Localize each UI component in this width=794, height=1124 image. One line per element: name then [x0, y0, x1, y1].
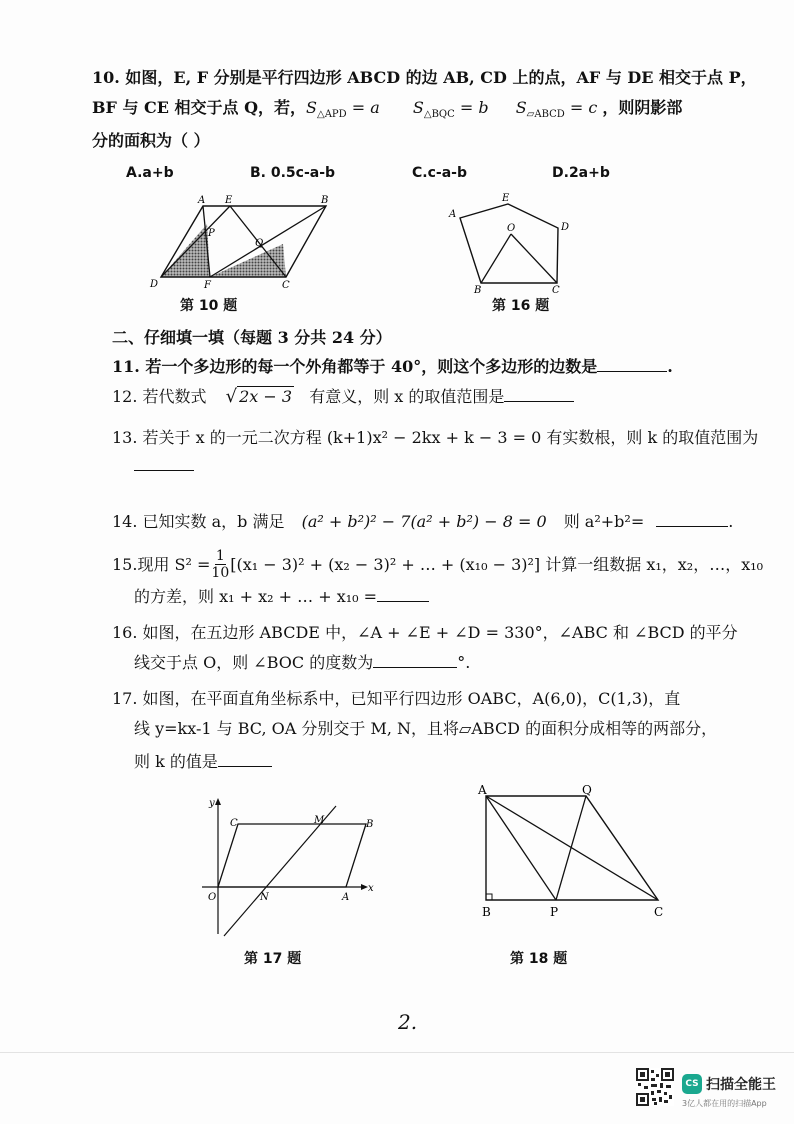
- label-y: y: [209, 798, 215, 809]
- label-d: D: [561, 222, 570, 233]
- label-d: D: [150, 279, 159, 290]
- camscanner-logo-icon: CS: [682, 1074, 702, 1094]
- label-c: C: [654, 905, 664, 919]
- figure-16: [440, 190, 580, 294]
- figure-17: [196, 796, 386, 944]
- label-c: C: [230, 818, 238, 829]
- q15-line2: 的方差，则 x₁ + x₂ + … + x₁₀ =: [134, 585, 429, 608]
- label-b: B: [474, 285, 482, 294]
- q10-line2: BF 与 CE 相交于点 Q，若，$S_{\triangle APD} = a$ $S_{\triangle BQC} = b$ $S_{▱ABCD} = c$ ，则阴影部: [92, 98, 683, 121]
- label-e: E: [225, 195, 233, 206]
- footer-divider: [0, 1052, 794, 1053]
- q17-line2: 线 y=kx-1 与 BC, OA 分别交于 M, N，且将▱ABCD 的面积分成相等的两部分，: [134, 719, 718, 738]
- q17-line3: 则 k 的值是: [134, 750, 272, 773]
- q10-option-c: C.c-a-b: [412, 165, 467, 181]
- q16-line2: 线交于点 O，则 ∠BOC 的度数为 °.: [134, 653, 471, 672]
- brand-name: 扫描全能王: [706, 1077, 776, 1093]
- label-b: B: [321, 195, 329, 206]
- q15-line1: 15.现用 S² = $\frac{1}{10}$ [(x₁ − 3)² + (x₂ − 3)² + … + (x₁₀ − 3)²] 计算一组数据 x₁，x₂，…，x₁₀: [112, 548, 764, 581]
- section-heading: 二、仔细填一填（每题 3 分共 24 分）: [112, 328, 392, 347]
- q14: 14. 已知实数 a，b 满足 (a² + b²)² − 7(a² + b²) − 8 = 0 则 a²+b²= .: [112, 512, 734, 531]
- q10-option-d: D.2a+b: [552, 165, 610, 181]
- shaded-region-right: [210, 244, 286, 277]
- sqrt-expression: √ 2x − 3: [225, 386, 293, 407]
- q10-option-b: B. 0.5c-a-b: [250, 165, 336, 181]
- q11: 11. 若一个多边形的每一个外角都等于 40°，则这个多边形的边数是 .: [112, 357, 673, 376]
- label-p: P: [208, 228, 215, 239]
- label-e: E: [502, 193, 510, 204]
- q13: 13. 若关于 x 的一元二次方程 (k+1)x² − 2kx + k − 3 = 0 有实数根，则 k 的取值范围为: [112, 428, 759, 447]
- qr-code-icon: [636, 1068, 674, 1106]
- label-q: Q: [582, 784, 592, 797]
- label-m: M: [314, 815, 325, 826]
- label-o: O: [507, 223, 516, 234]
- q10-line3: 分的面积为（ ）: [92, 131, 210, 150]
- right-angle-mark: [486, 894, 492, 900]
- label-b: B: [482, 905, 491, 919]
- figure-18-caption: 第 18 题: [510, 951, 568, 967]
- label-x: x: [368, 883, 374, 894]
- label-o: O: [208, 892, 217, 903]
- parallelogram-oabc: [218, 824, 366, 887]
- figure-17-caption: 第 17 题: [244, 951, 302, 967]
- figure-10: [140, 192, 350, 292]
- label-a: A: [478, 784, 487, 797]
- label-c: C: [552, 285, 560, 294]
- q10-option-a: A.a+b: [126, 165, 174, 181]
- label-c: C: [282, 280, 290, 291]
- label-a: A: [449, 209, 457, 220]
- brand-tagline: 3亿人都在用的扫描App: [682, 1099, 767, 1108]
- pentagon-abcde: [460, 204, 558, 283]
- fraction-one-tenth: $\frac{1}{10}$: [211, 548, 230, 581]
- label-f: F: [204, 280, 211, 291]
- figure-18: [470, 784, 680, 920]
- q16-line1: 16. 如图，在五边形 ABCDE 中，∠A + ∠E + ∠D = 330°，∠ABC 和 ∠BCD 的平分: [112, 623, 738, 642]
- q12: 12. 若代数式 √ 2x − 3 有意义，则 x 的取值范围是: [112, 385, 574, 408]
- figure-16-caption: 第 16 题: [492, 298, 550, 314]
- label-b: B: [366, 819, 374, 830]
- label-p: P: [550, 905, 559, 919]
- label-n: N: [260, 892, 269, 903]
- figure-10-caption: 第 10 题: [180, 298, 238, 314]
- label-a: A: [342, 892, 350, 903]
- q13-blank: [134, 470, 194, 471]
- q10-line1: 10. 如图，E, F 分别是平行四边形 ABCD 的边 AB, CD 上的点，AF 与 DE 相交于点 P，: [92, 68, 757, 87]
- label-a: A: [198, 195, 206, 206]
- page-number: 2.: [398, 1010, 418, 1034]
- q17-line1: 17. 如图，在平面直角坐标系中，已知平行四边形 OABC，A(6,0)，C(1,3)，直: [112, 689, 681, 708]
- label-q: Q: [255, 238, 264, 249]
